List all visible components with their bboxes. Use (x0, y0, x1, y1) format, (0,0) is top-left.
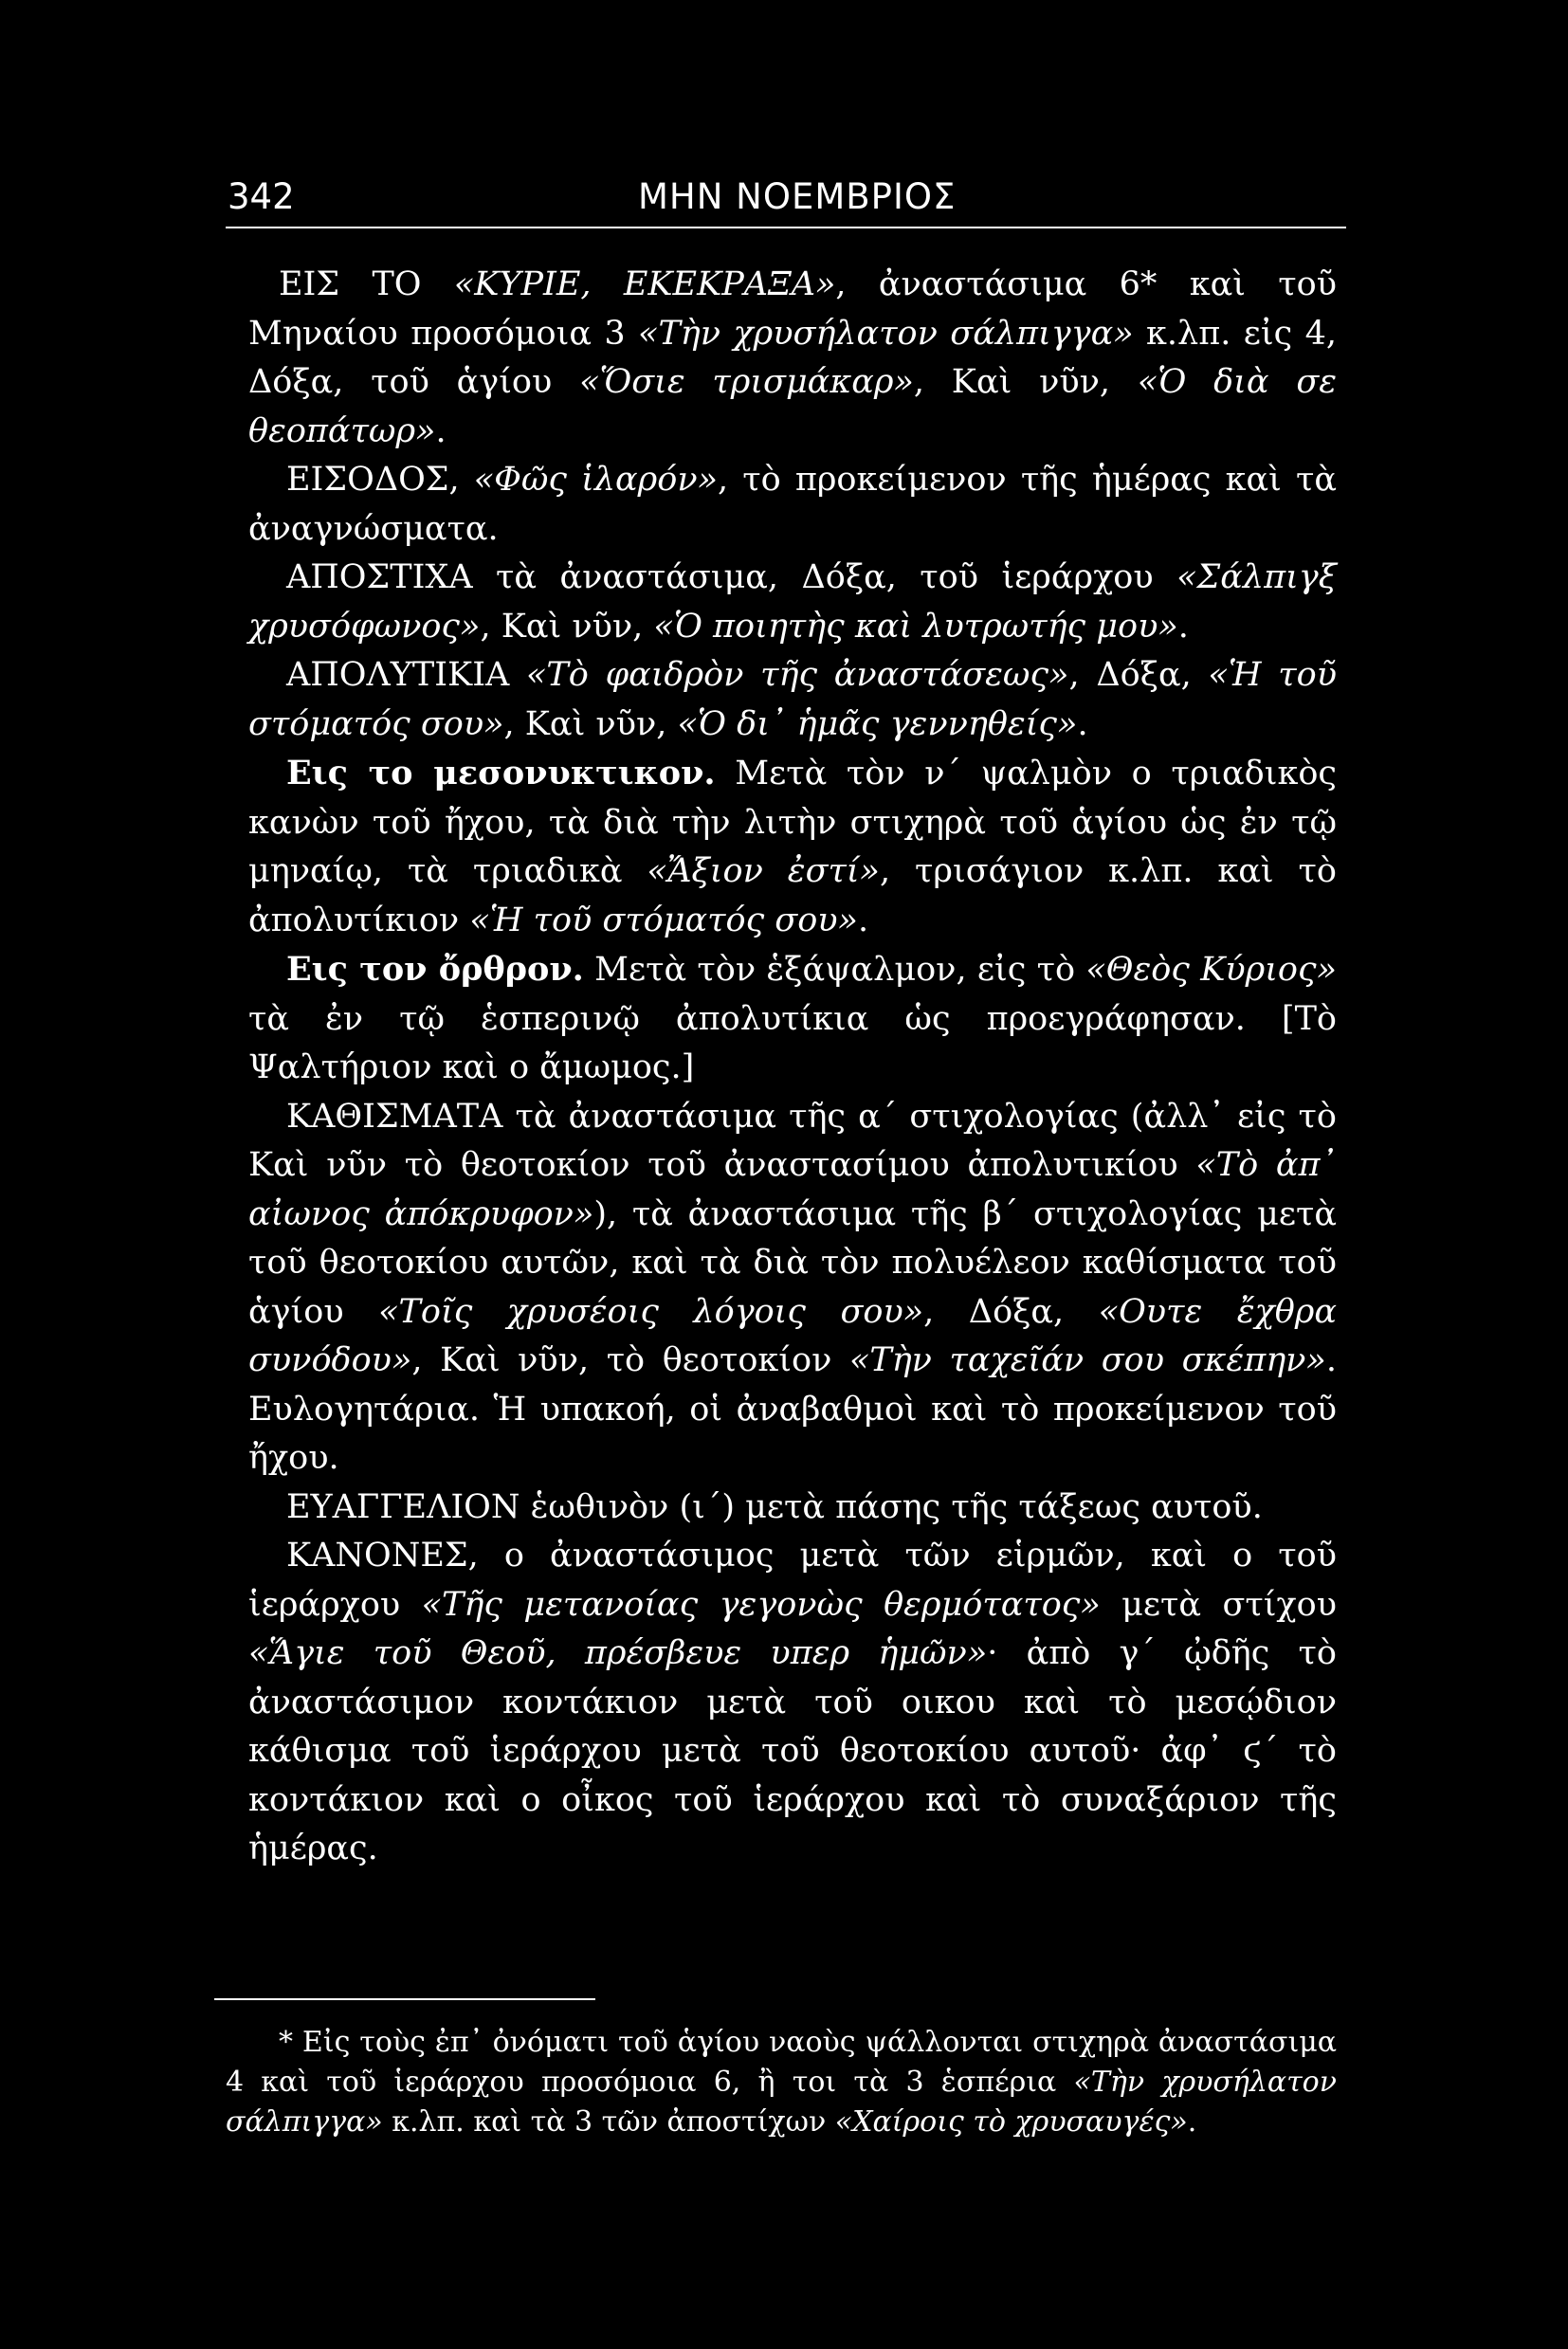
italic-quote: «Θεὸς Κύριος» (1085, 951, 1338, 989)
text-run: , Καὶ νῦν, (480, 607, 654, 646)
section-heading: Εις τον ὄρθρον. (286, 950, 584, 989)
text-run: . (1077, 704, 1088, 743)
paragraph-esperinos-kyrie-ekekraxa (248, 261, 1337, 456)
paragraph-eisodos (248, 456, 1337, 554)
text-run: τὰ ἐν τῷ ἑσπερινῷ ἀπολυτίκια ὡς προεγράφησαν. [Τὸ Ψαλτήριον καὶ ο ἄμωμος.] (248, 999, 1337, 1086)
text-run: . Ευλογητάρια. Ἡ υπακοή, οἱ ἀναβαθμοὶ καὶ τὸ προκείμενον τοῦ ἤχου. (248, 1341, 1337, 1477)
italic-quote: «Τὴν χρυσήλατον σάλπιγγα» (226, 2066, 1337, 2139)
text-run: , ἀναστάσιμα 6* καὶ τοῦ Μηναίου προσόμοια 3 (248, 265, 1337, 353)
footnote (226, 2023, 1337, 2142)
text-run: , Καὶ νῦν, (503, 704, 678, 743)
text-run: , Δόξα, (923, 1292, 1099, 1331)
text-run: ΑΠΟΛΥΤΙΚΙΑ (286, 656, 527, 694)
paragraph-aposticha (248, 554, 1337, 651)
italic-quote: «Τῆς μετανοίας γεγονὼς θερμότατος» (421, 1585, 1101, 1624)
italic-quote: «Ἄξιον ἐστί» (647, 852, 880, 890)
text-run: μετὰ στίχου (1100, 1585, 1337, 1624)
italic-quote: «Τὸ φαιδρὸν τῆς ἀναστάσεως» (526, 656, 1069, 694)
paragraph-orthros (248, 945, 1337, 1093)
text-run: κ.λπ. καὶ τὰ 3 τῶν ἀποστίχων (382, 2105, 835, 2139)
text-run: κ.λπ. εἰς 4, Δόξα, τοῦ ἁγίου (248, 314, 1337, 401)
italic-quote: «Ὅσιε τρισμάκαρ» (579, 363, 914, 401)
text-run: ΕΙΣ ΤΟ (279, 265, 454, 303)
text-run: . (857, 901, 869, 939)
text-run: * Εἰς τοὺς ἐπ᾽ ὀνόματι τοῦ ἁγίου ναοὺς ψάλλονται στιχηρὰ ἀναστάσιμα 4 καὶ τοῦ ἱεράρχου προσόμοια 6, ἢ τοι τὰ 3 ἑσπέρια (226, 2026, 1337, 2099)
text-run: · ἀπὸ γ΄ ᾠδῆς τὸ ἀναστάσιμον κοντάκιον μετὰ τοῦ οικου καὶ τὸ μεσῴδιον κάθισμα τοῦ ἱεράρχου μετὰ τοῦ θεοτοκίου αυτοῦ· ἀφ᾽ ϛ΄ τὸ κοντάκιον καὶ ο οἶκος τοῦ ἱεράρχου καὶ τὸ συναξάριον τῆς ἡμέρας. (248, 1634, 1337, 1867)
italic-quote: «Ἅγιε τοῦ Θεοῦ, πρέσβευε υπερ ἡμῶν» (248, 1634, 988, 1672)
italic-quote: «Τὸ ἀπ᾽ αἰωνος ἀπόκρυφον» (248, 1146, 1338, 1233)
text-run: ΑΠΟΣΤΙΧΑ τὰ ἀναστάσιμα, Δόξα, τοῦ ἱεράρχου (286, 558, 1177, 596)
italic-quote: «Ἡ τοῦ στόματός σου» (248, 656, 1337, 743)
text-run: , τὸ προκείμενον τῆς ἡμέρας καὶ τὰ ἀναγνώσματα. (248, 461, 1337, 548)
text-run: Μετὰ τὸν ν΄ ψαλμὸν ο τριαδικὸς κανὼν τοῦ ἤχου, τὰ διὰ τὴν λιτὴν στιχηρὰ τοῦ ἁγίου ὡς ἐν τῷ μηναίῳ, τὰ τριαδικὰ (248, 755, 1337, 890)
italic-quote: «Ὁ ποιητὴς καὶ λυτρωτής μου» (653, 607, 1178, 646)
footnote-text (226, 2023, 1337, 2142)
text-run: , Καὶ νῦν, (913, 363, 1138, 401)
paragraph-apolytikia (248, 651, 1337, 749)
italic-quote: «Φῶς ἱλαρόν» (473, 461, 719, 499)
text-run: ΚΑΘΙΣΜΑΤΑ τὰ ἀναστάσιμα τῆς α΄ στιχολογίας (ἀλλ᾽ εἰς τὸ Καὶ νῦν τὸ θεοτοκίον τοῦ ἀναστασίμου ἀπολυτικίου (248, 1097, 1337, 1184)
header-rule (226, 227, 1346, 228)
text-run: Μετὰ τὸν ἑξάψαλμον, εἰς τὸ (583, 951, 1086, 989)
section-heading: Εις το μεσονυκτικον. (286, 754, 716, 792)
running-title: ΜΗΝ ΝΟΕΜΒΡΙΟΣ (638, 176, 957, 217)
text-run: ΚΑΝΟΝΕΣ, ο ἀναστάσιμος μετὰ τῶν εἱρμῶν, καὶ ο τοῦ ἱεράρχου (248, 1537, 1337, 1624)
italic-quote: «Τοῖς χρυσέοις λόγοις σου» (378, 1292, 924, 1331)
italic-quote: «ΚΥΡΙΕ, ΕΚΕΚΡΑΞΑ» (453, 265, 836, 303)
book-page (226, 0, 1346, 2349)
italic-quote: «Ὁ διὰ σε θεοπάτωρ» (248, 363, 1337, 450)
italic-quote: «Τὴν ταχεῖάν σου σκέπην» (848, 1341, 1326, 1379)
running-head (226, 176, 1346, 226)
text-run: ), τὰ ἀναστάσιμα τῆς β΄ στιχολογίας μετὰ τοῦ θεοτοκίου αυτῶν, καὶ τὰ διὰ τὸν πολυέλεον καθίσματα τοῦ ἁγίου (248, 1194, 1338, 1331)
italic-quote: «Ουτε ἔχθρα συνόδου» (248, 1292, 1338, 1379)
paragraph-kathismata (248, 1093, 1337, 1484)
text-run: . (1187, 2105, 1197, 2139)
italic-quote: «Σάλπιγξ χρυσόφωνος» (248, 558, 1337, 646)
footnote-rule (214, 1998, 595, 2000)
text-run: . (1177, 607, 1189, 646)
text-run: ΕΥΑΓΓΕΛΙΟΝ ἑωθινὸν (ι΄) μετὰ πάσης τῆς τάξεως αυτοῦ. (286, 1487, 1263, 1526)
text-run: , τρισάγιον κ.λπ. καὶ τὸ ἀπολυτίκιον (248, 852, 1337, 939)
text-run: , Δόξα, (1068, 656, 1209, 694)
italic-quote: «Τὴν χρυσήλατον σάλπιγγα» (638, 314, 1134, 353)
italic-quote: «Ὁ δι᾽ ἡμᾶς γεννηθείς» (677, 704, 1078, 743)
paragraph-mesonyktikon (248, 749, 1337, 945)
italic-quote: «Ἡ τοῦ στόματός σου» (469, 901, 858, 939)
paragraph-kanones (248, 1532, 1337, 1874)
text-run: . (435, 411, 447, 450)
italic-quote: «Χαίροις τὸ χρυσαυγές» (834, 2105, 1188, 2139)
body-text (248, 261, 1337, 1874)
paragraph-evangelion (248, 1484, 1337, 1533)
page-number: 342 (228, 176, 295, 217)
text-run: ΕΙΣΟΔΟΣ, (286, 461, 474, 499)
text-run: , Καὶ νῦν, τὸ θεοτοκίον (411, 1341, 849, 1379)
